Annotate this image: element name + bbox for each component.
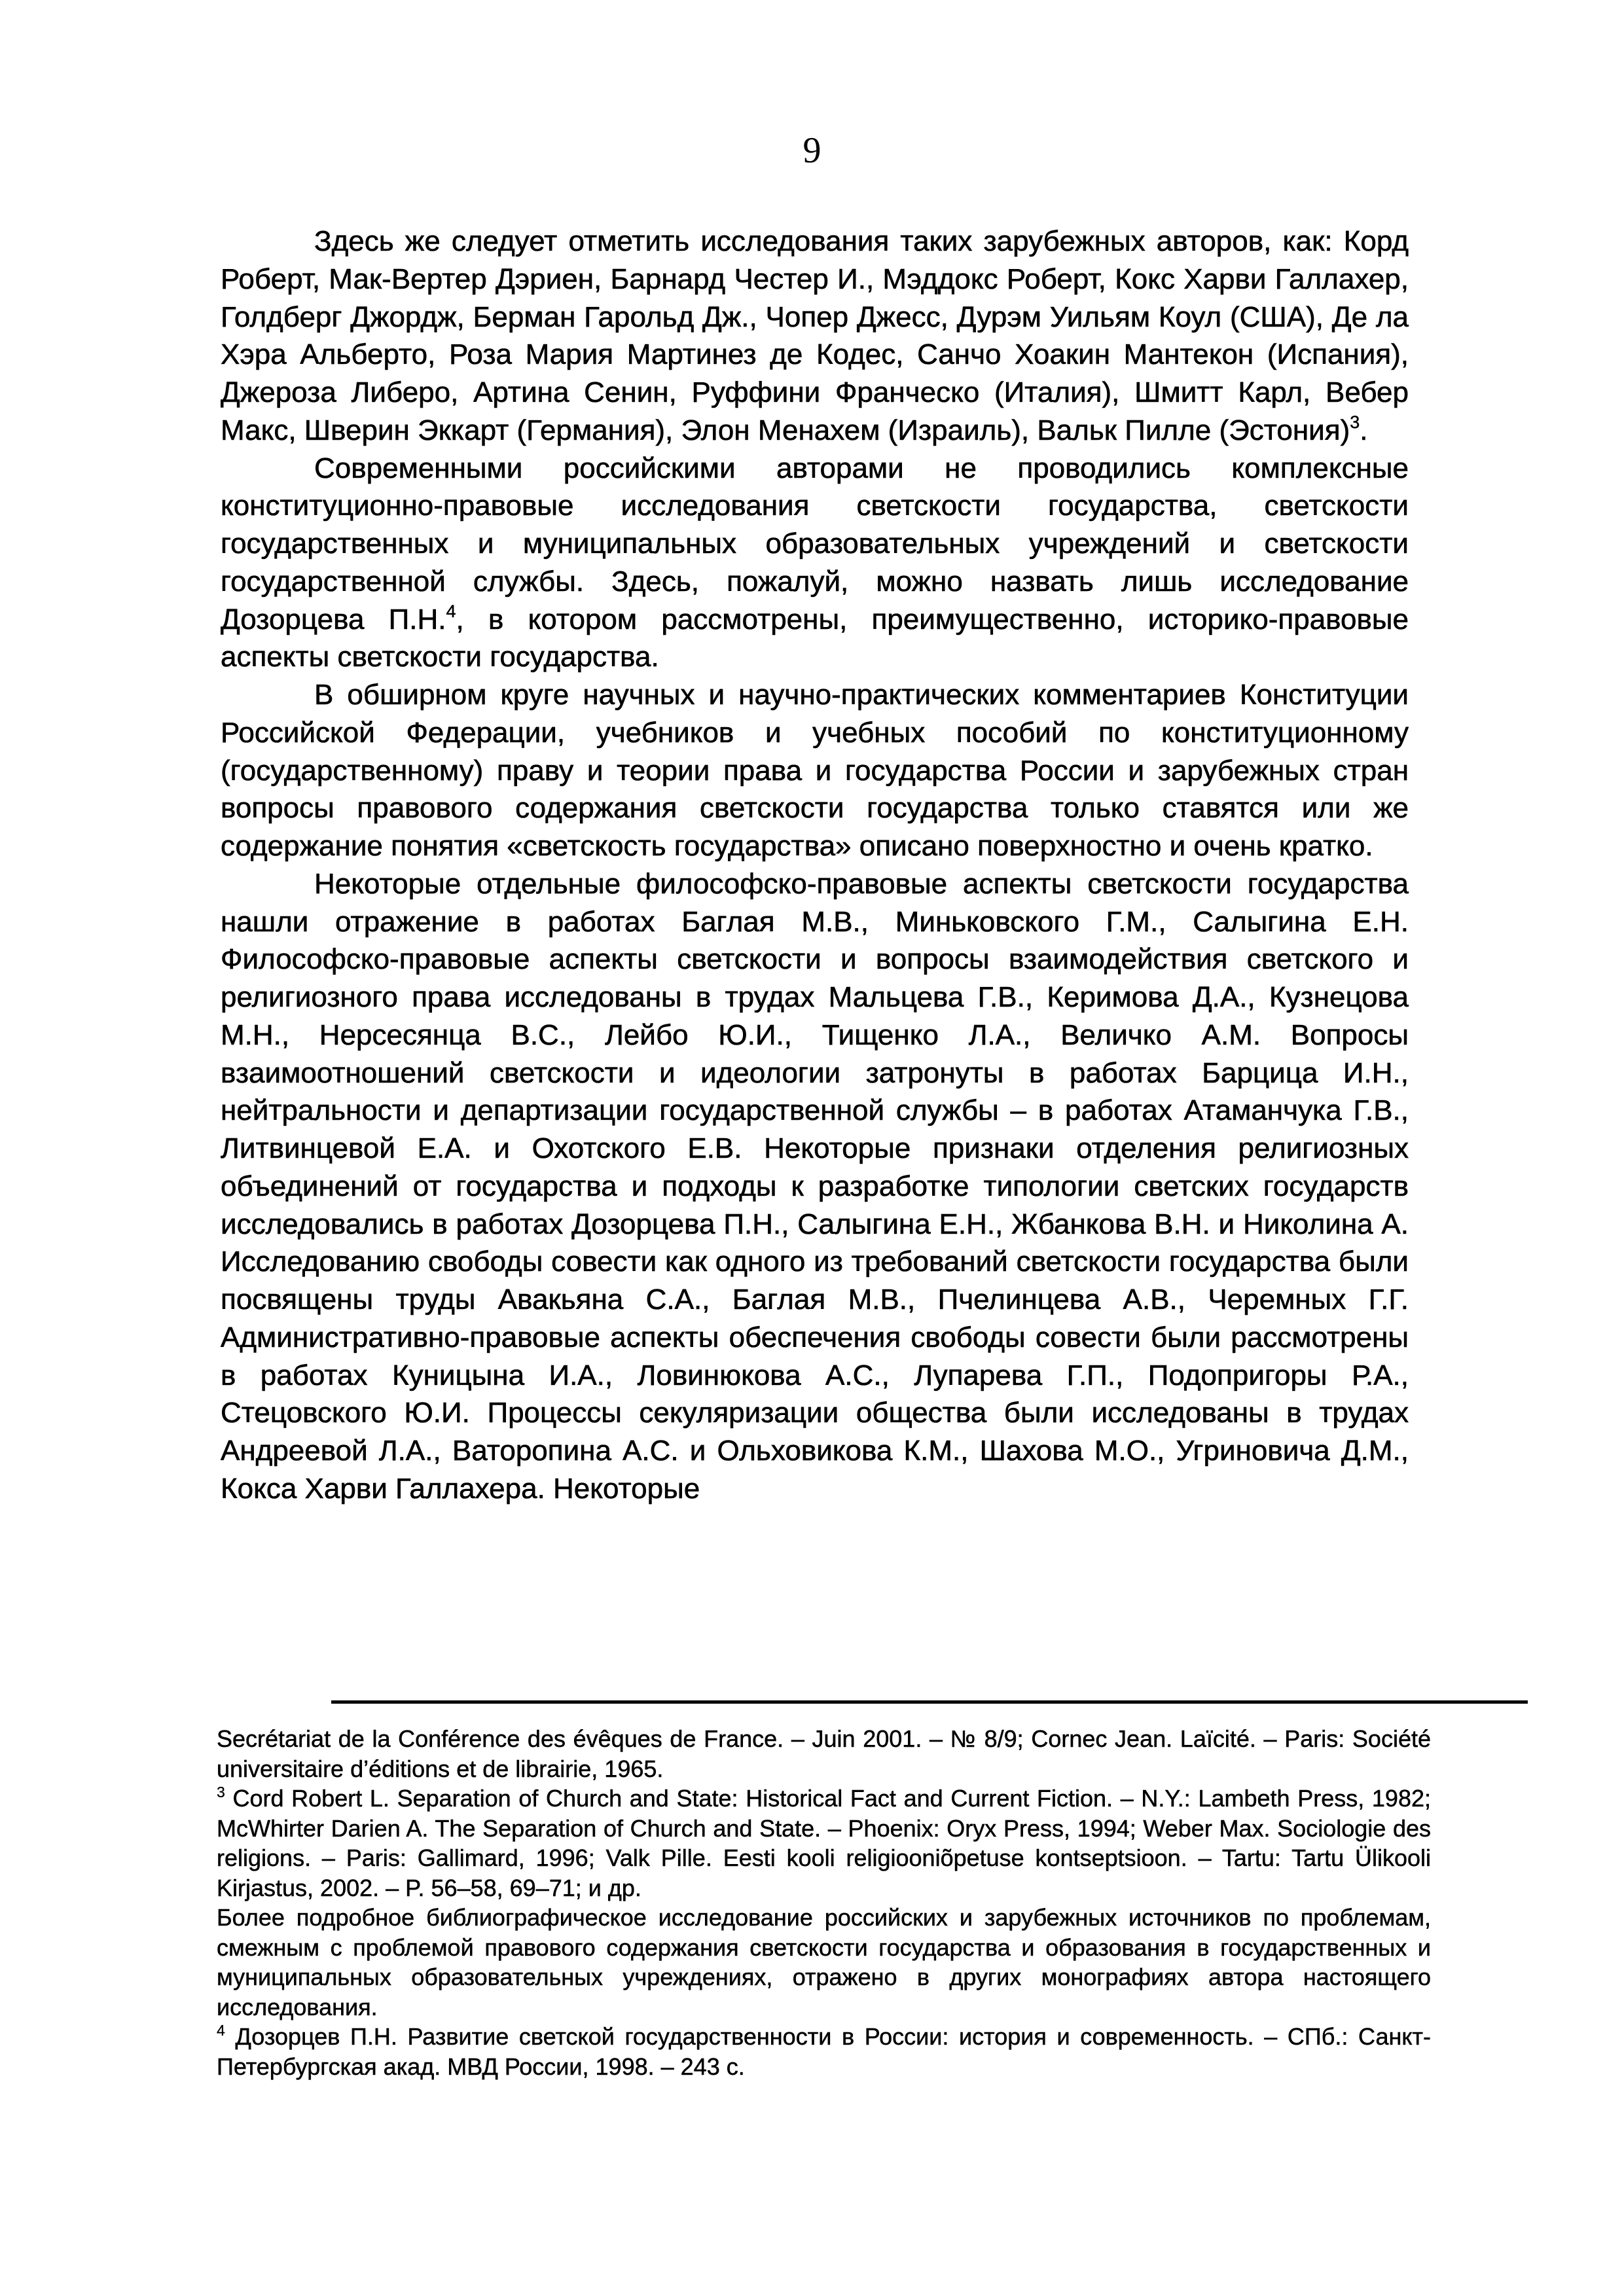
footnote-marker: 3	[217, 1784, 225, 1801]
paragraph: В обширном круге научных и научно-практических комментариев Конституции Российской Федерации, учебников и учебных пособий по конституционному (государственному) праву и теории права и государства России и зарубежных стран вопросы правового содержания светскости государства только ставятся или же содержание понятия «светскость государства» описано поверхностно и очень кратко.	[221, 679, 1409, 862]
footnote-ref: 4	[446, 601, 456, 621]
paragraph: Некоторые отдельные философско-правовые аспекты светскости государства нашли отражение в работах Баглая М.В., Миньковского Г.М., Салыгина Е.Н. Философско-правовые аспекты светскости и вопросы взаимодействия светского и религиозного права исследованы в трудах Мальцева Г.В., Керимова Д.А., Кузнецова М.Н., Нерсесянца В.С., Лейбо Ю.И., Тищенко Л.А., Величко А.М. Вопросы взаимоотношений светскости и идеологии затронуты в работах Барцица И.Н., нейтральности и департизации государственной службы – в работах Атаманчука Г.В., Литвинцевой Е.А. и Охотского Е.В. Некоторые признаки отделения религиозных объединений от государства и подходы к разработке типологии светских государств исследовались в работах Дозорцева П.Н., Салыгина Е.Н., Жбанкова В.Н. и Николина А. Исследованию свободы совести как одного из требований светскости государства были посвящены труды Авакьяна С.А., Баглая М.В., Пчелинцева А.В., Черемных Г.Г. Административно-правовые аспекты обеспечения свободы совести были рассмотрены в работах Куницына И.А., Ловинюкова А.С., Лупарева Г.П., Подопригоры Р.А., Стецовского Ю.И. Процессы секуляризации общества были исследованы в трудах Андреевой Л.А., Ваторопина А.С. и Ольховикова К.М., Шахова М.О., Угриновича Д.М., Кокса Харви Галлахера. Некоторые	[221, 867, 1409, 1505]
footnote: Более подробное библиографическое исследование российских и зарубежных источников по проблемам, смежным с проблемой правового содержания светскости государства и образования в государственных и муниципальных образовательных учреждениях, отражено в других монографиях автора настоящего исследования.	[217, 1904, 1431, 2020]
footnote: $^4$ Дозорцев П.Н. Развитие светской государственности в России: история и современность. – СПб.: Санкт-Петербургская акад. МВД России, 1998. – 243 с.	[217, 2022, 1431, 2080]
footnote-ref: 3	[1350, 412, 1360, 432]
footnote-marker: 4	[217, 2022, 225, 2039]
page-number: 9	[803, 130, 821, 171]
footnote-separator-rule	[331, 1700, 1528, 1704]
footnote: Secrétariat de la Conférence des évêques de France. – Juin 2001. – № 8/9; Cornec Jean. Laïcité. – Paris: Société universitaire d’éditions et de librairie, 1965.	[217, 1725, 1431, 1782]
paragraph: Современными российскими авторами не проводились комплексные конституционно-правовые исследования светскости государства, светскости государственных и муниципальных образовательных учреждений и светскости государственной службы. Здесь, пожалуй, можно назвать лишь исследование Дозорцева П.Н.$^4$, в котором рассмотрены, преимущественно, историко-правовые аспекты светскости государства.	[221, 452, 1409, 673]
main-text	[221, 223, 1409, 1508]
paragraph: Здесь же следует отметить исследования таких зарубежных авторов, как: Корд Роберт, Мак-Вертер Дэриен, Барнард Честер И., Мэддокс Роберт, Кокс Харви Галлахер, Голдберг Джордж, Берман Гарольд Дж., Чопер Джесс, Дурэм Уильям Коул (США), Де ла Хэра Альберто, Роза Мария Мартинез де Кодес, Санчо Хоакин Мантекон (Испания), Джероза Либеро, Артина Сенин, Руффини Франческо (Италия), Шмитт Карл, Вебер Макс, Шверин Эккарт (Германия), Элон Менахем (Израиль), Вальк Пилле (Эстония)$^3$.	[221, 225, 1409, 446]
footnote: $^3$ Cord Robert L. Separation of Church and State: Historical Fact and Current Fiction. – N.Y.: Lambeth Press, 1982; McWhirter Darien A. The Separation of Church and State. – Phoenix: Oryx Press, 1994; Weber Max. Sociologie des religions. – Paris: Gallimard, 1996; Valk Pille. Eesti kooli religiooniõpetuse kontseptsioon. – Tartu: Tartu Ülikooli Kirjastus, 2002. – P. 56–58, 69–71; и др.	[217, 1784, 1431, 1901]
footnotes	[217, 1724, 1431, 2081]
